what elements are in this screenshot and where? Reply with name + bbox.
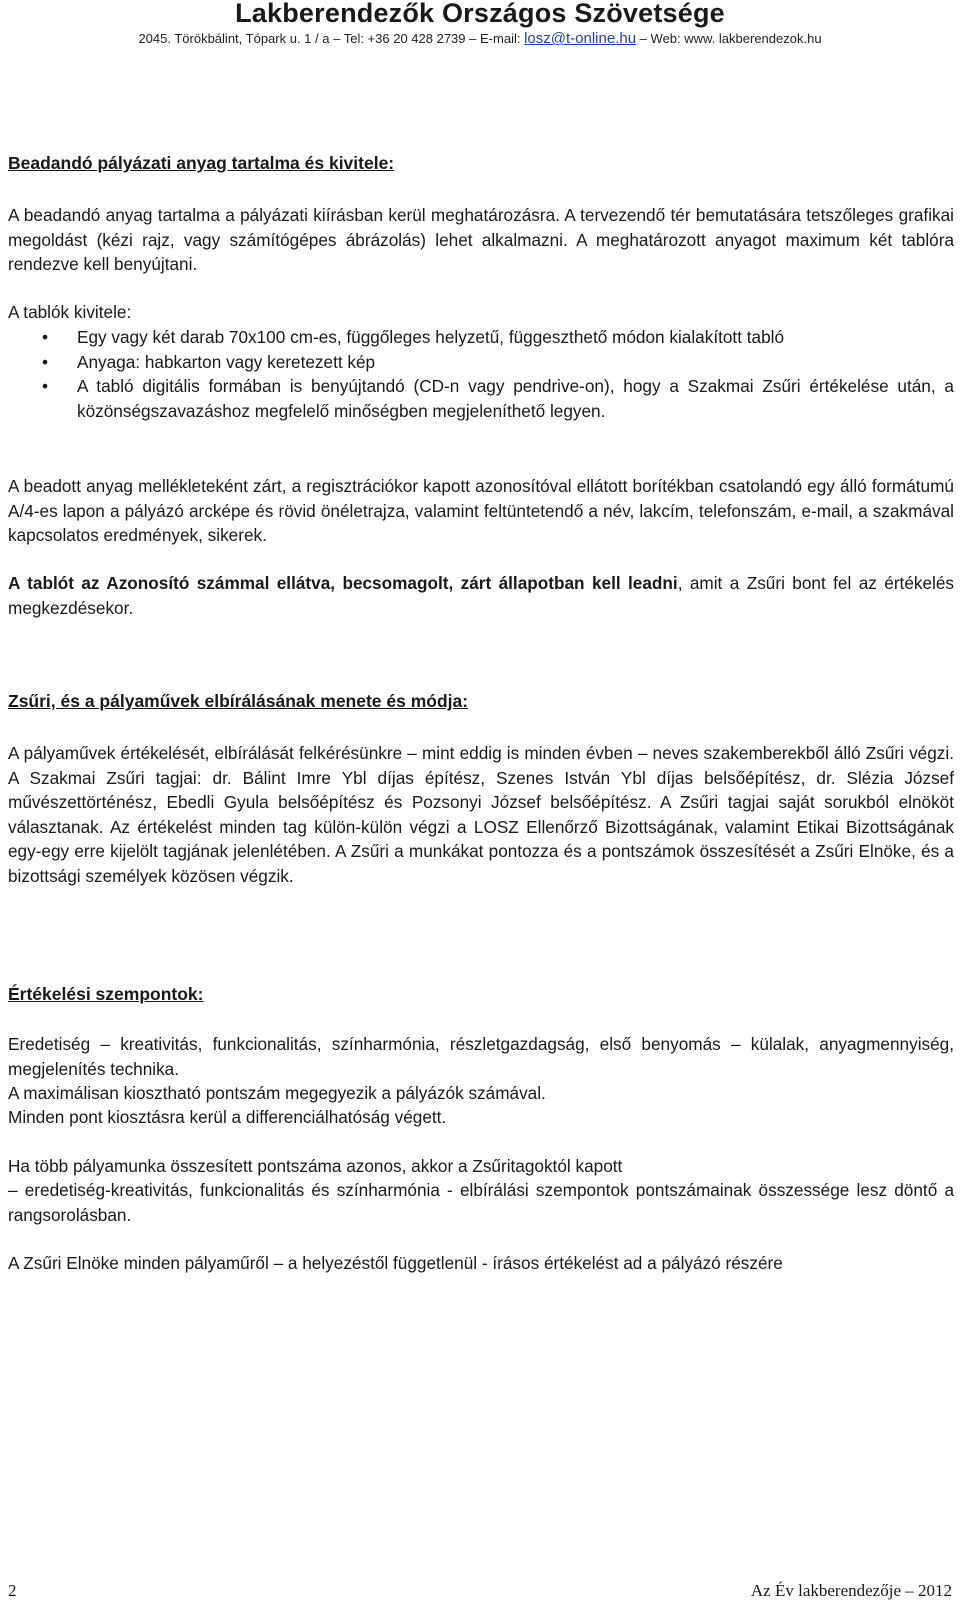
list-item: • Anyaga: habkarton vagy keretezett kép xyxy=(8,350,954,375)
separator: – xyxy=(333,31,341,46)
paragraph-delivery xyxy=(8,571,954,620)
section-heading-submission: Beadandó pályázati anyag tartalma és kivitele: xyxy=(8,153,395,173)
paragraph-tie-intro: Ha több pályamunka összesített pontszáma azonos, akkor a Zsűritagoktól kapott xyxy=(8,1156,623,1176)
paragraph-jury: A pályaművek értékelését, elbírálását felkérésünkre – mint eddig is minden évben – neves szakemberekből álló Zsűri végzi. A Szakmai Zsűri tagjai: dr. Bálint Imre Ybl díjas építész, Szenes István Ybl díjas belsőépítész, dr. Slézia József művészettörténész, Ebedli Gyula belsőépítész és Pozsonyi József belsőépítész. A Zsűri tagjai saját sorukból elnököt választanak. Az értékelést minden tag külön-külön végzi a LOSZ Ellenőrző Bizottságának, valamint Etikai Bizottságának egy-egy erre kijelölt tagjának jelenlétében. A Zsűri a munkákat pontozza és a pontszámok összesítését a Zsűri Elnöke, és a bizottsági személyek közösen végzik. xyxy=(8,743,954,886)
email-label: E-mail: xyxy=(480,31,521,46)
delivery-bold-text: A tablót az Azonosító számmal ellátva, becsomagolt, zárt állapotban kell leadni xyxy=(8,573,678,593)
letterhead xyxy=(0,0,960,47)
paragraph-max-points: A maximálisan kiosztható pontszám megegyezik a pályázók számával. xyxy=(8,1083,546,1103)
bullet-list xyxy=(8,325,954,423)
bullet-icon: • xyxy=(42,327,49,347)
list-intro: A tablók kivitele: xyxy=(8,302,132,322)
separator: – xyxy=(639,31,647,46)
paragraph-attachment: A beadott anyag mellékleteként zárt, a regisztrációkor kapott azonosítóval ellátott borítékban csatolandó egy álló formátumú A/4-es lapon a pályázó arcképe és rövid önéletrajza, valamint feltüntetendő a név, lakcím, telefonszám, e-mail, a szakmával kapcsolatos eredmények, sikerek. xyxy=(8,476,954,546)
page-number: 2 xyxy=(8,1581,17,1600)
paragraph-criteria: Eredetiség – kreativitás, funkcionalitás, színharmónia, részletgazdagság, első benyomás – külalak, anyagmennyiség, megjelenítés technika. xyxy=(8,1034,954,1079)
paragraph-all-points: Minden pont kiosztásra kerül a differenciálhatóság végett. xyxy=(8,1107,447,1127)
paragraph-tie-rule: – eredetiség-kreativitás, funkcionalitás és színharmónia - elbírálási szempontok pontszámainak összessége lesz döntő a rangsorolásban. xyxy=(8,1180,954,1225)
separator: – xyxy=(469,31,477,46)
list-item: • Egy vagy két darab 70x100 cm-es, függőleges helyzetű, függeszthető módon kialakított tabló xyxy=(8,325,954,350)
bullet-icon: • xyxy=(42,351,49,372)
paragraph-chair-evaluation: A Zsűri Elnöke minden pályaműről – a helyezéstől függetlenül - írásos értékelést ad a pályázó részére xyxy=(8,1253,783,1273)
organization-title: Lakberendezők Országos Szövetsége xyxy=(235,0,725,28)
website: Web: www. lakberendezok.hu xyxy=(650,31,822,46)
email-link[interactable]: losz@t-online.hu xyxy=(524,30,637,47)
delivery-rest-text: , amit a Zsűri bont fel az értékelés megkezdésekor. xyxy=(8,573,955,618)
paragraph-submission-content: A beadandó anyag tartalma a pályázati kiírásban kerül meghatározásra. A tervezendő tér bemutatására tetszőleges grafikai megoldást (kézi rajz, vagy számítógépes ábrázolás) lehet alkalmazni. A meghatározott anyagot maximum két tablóra rendezve kell benyújtani. xyxy=(8,205,954,275)
section-heading-jury: Zsűri, és a pályaművek elbírálásának menete és módja: xyxy=(8,691,469,711)
list-item: • A tabló digitális formában is benyújtandó (CD-n vagy pendrive-on), hogy a Szakmai Zsűri értékelése után, a közönségszavazáshoz megfelelő minőségben megjeleníthető legyen. xyxy=(42,376,954,421)
section-heading-criteria: Értékelési szempontok: xyxy=(8,984,204,1004)
footer-title: Az Év lakberendezője – 2012 xyxy=(750,1581,952,1600)
contact-line xyxy=(0,30,960,47)
bullet-icon: • xyxy=(42,376,49,397)
address: 2045. Törökbálint, Tópark u. 1 / a xyxy=(138,31,330,46)
phone: Tel: +36 20 428 2739 xyxy=(343,31,466,46)
